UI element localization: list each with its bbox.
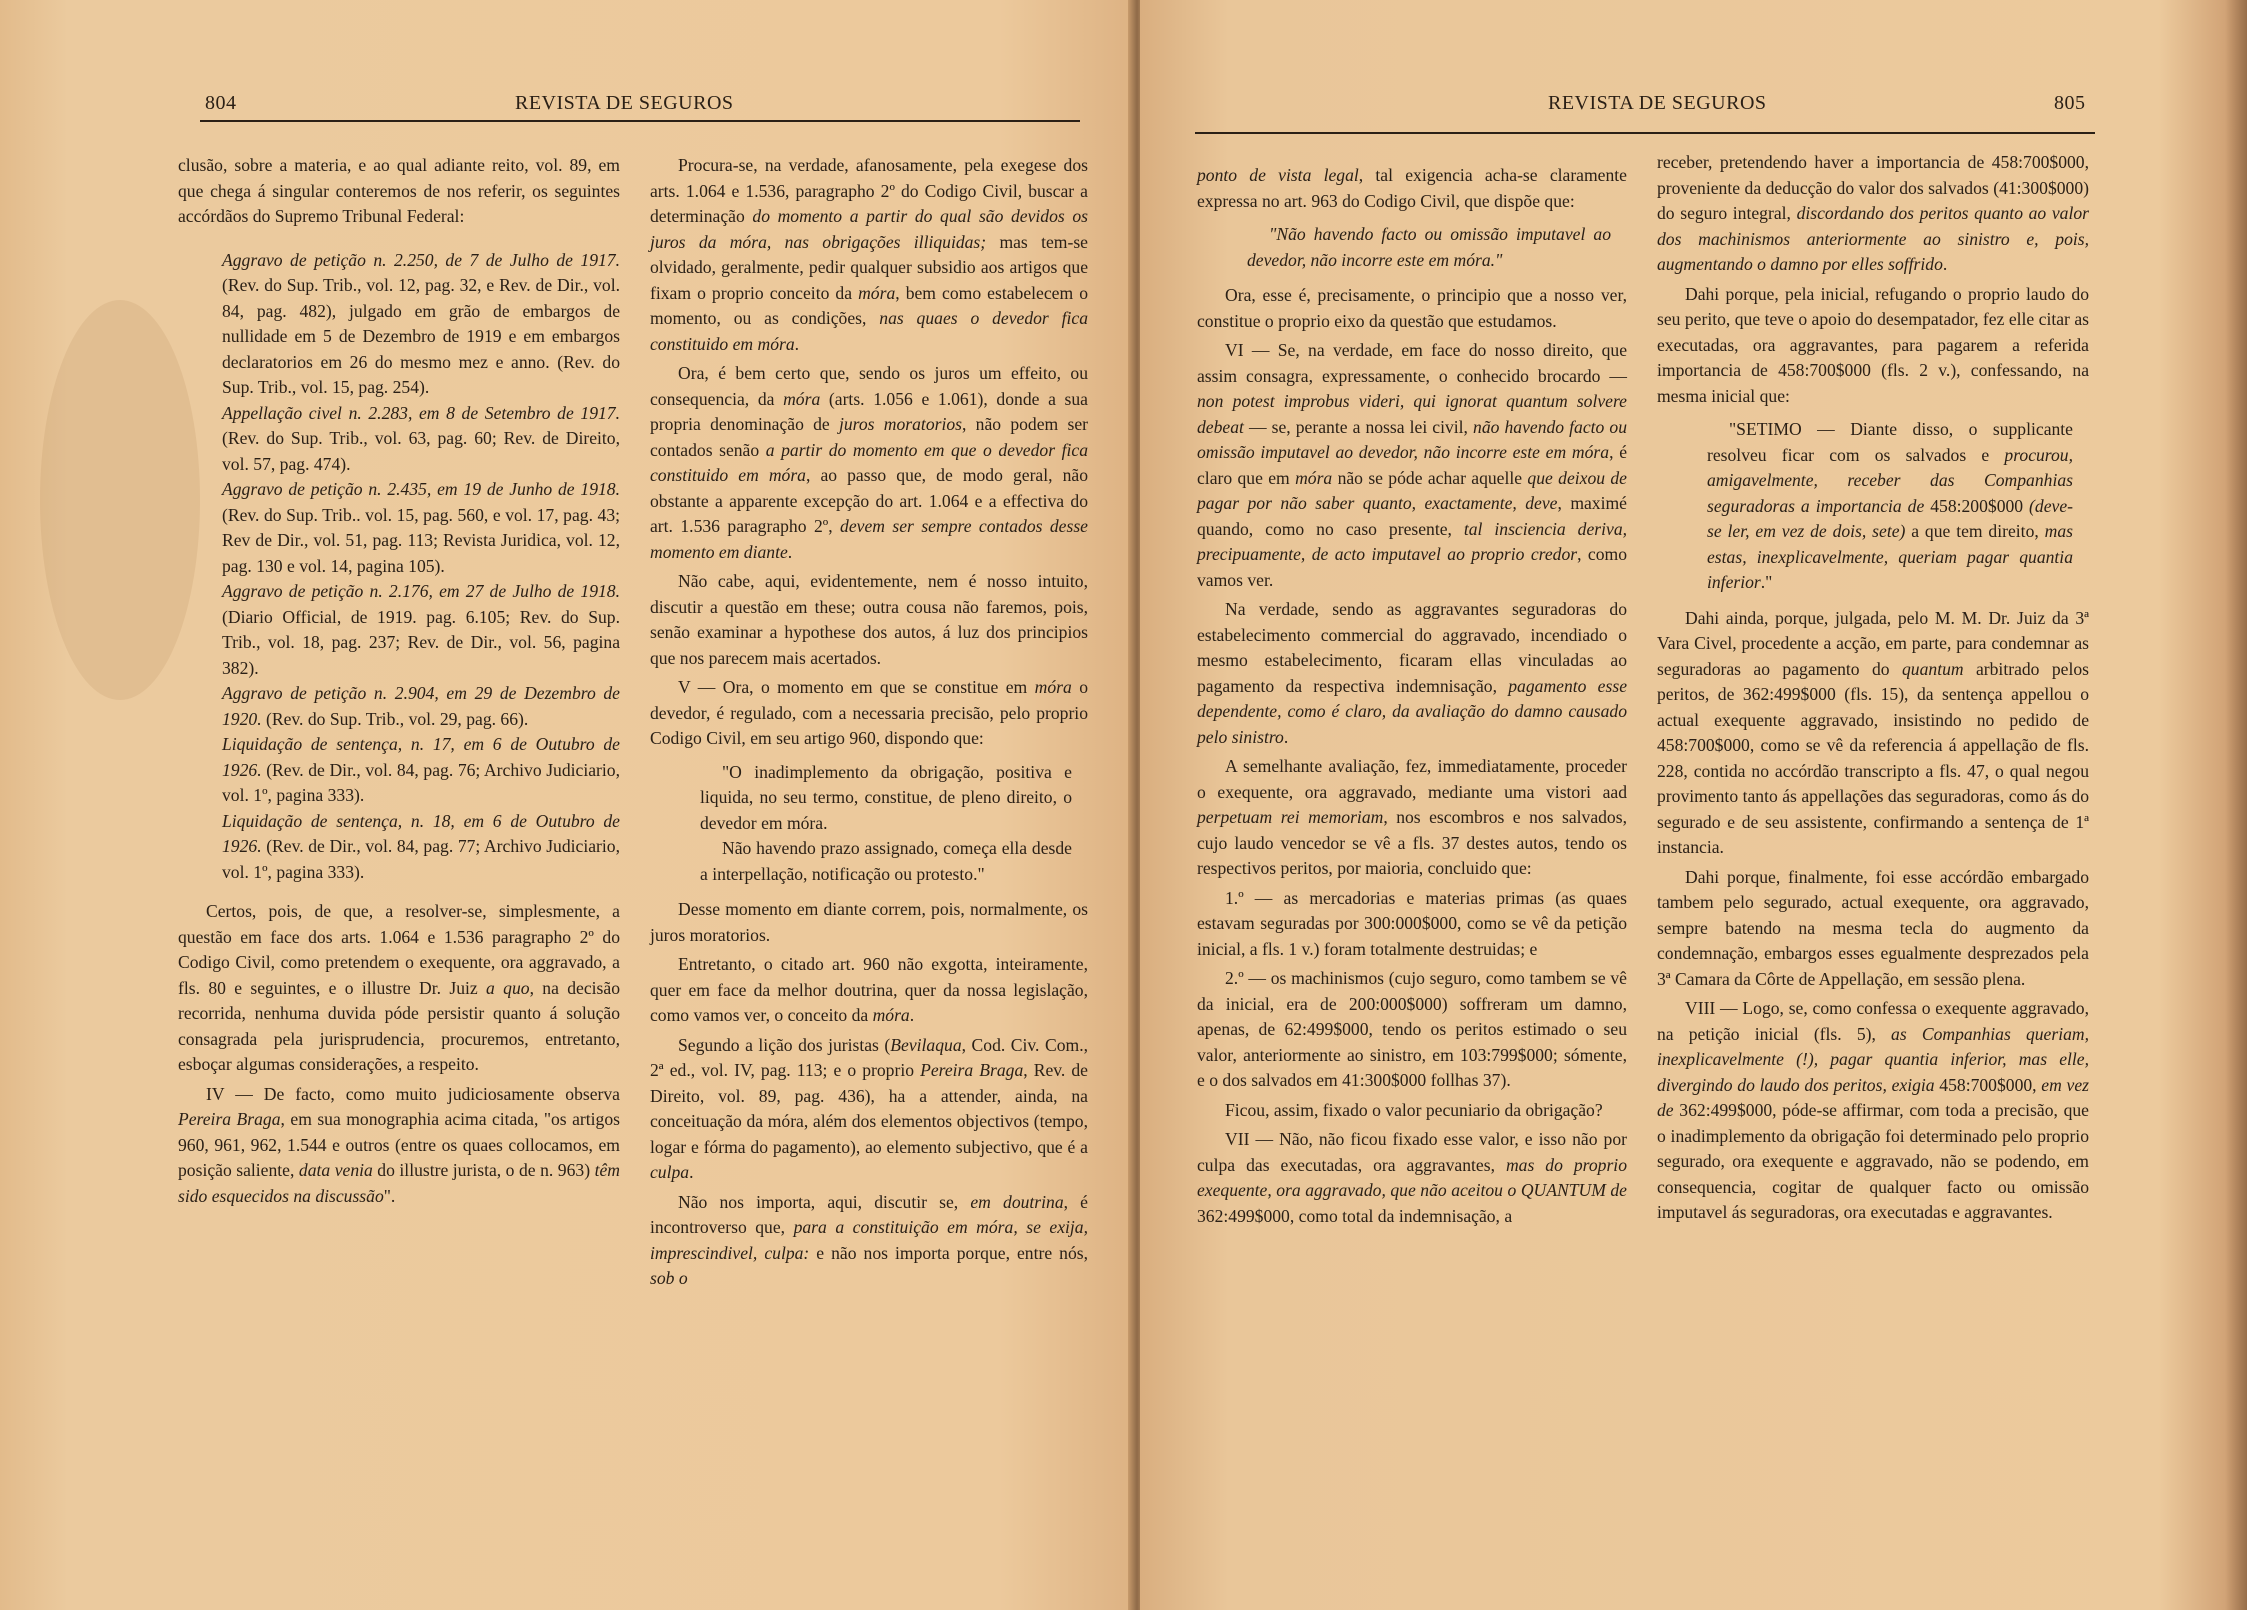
citation: Appellação civel n. 2.283, em 8 de Setembro de 1917. (Rev. do Sup. Trib., vol. 63, pag. 60; Rev. de Direito, vol. 57, pag. 474). — [222, 402, 620, 474]
header-rule — [200, 120, 1080, 122]
left-column-2 — [650, 153, 1088, 1296]
paragraph: Ora, esse é, precisamente, o principio que a nosso ver, constitue o proprio eixo da questão que estudamos. — [1197, 285, 1627, 331]
paragraph: A semelhante avaliação, fez, immediatamente, proceder o exequente, ora aggravado, mediante uma vistori aad perpetuam rei memoriam, nos escombros e nos salvados, cujo laudo vencedor se vê a fls. 37 destes autos, tendo os respectivos peritos, por maioria, concluido que: — [1197, 756, 1627, 878]
paragraph: Entretanto, o citado art. 960 não exgotta, inteiramente, quer em face da melhor doutrina, quer da nossa legislação, como vamos ver, o conceito da móra. — [650, 954, 1088, 1025]
paragraph: Dahi porque, pela inicial, refugando o proprio laudo do seu perito, que teve o apoio do desempatador, fez elle citar as executadas, ora aggravantes, para pagarem a referida importancia de 458:700$000 (fls. 2 v.), confessando, na mesma inicial que: — [1657, 283, 2089, 406]
paragraph: ponto de vista legal, tal exigencia acha-se claramente expressa no art. 963 do Codigo Civil, que dispõe que: — [1197, 165, 1627, 211]
left-column-1 — [178, 153, 620, 1213]
paragraph: receber, pretendendo haver a importancia de 458:700$000, proveniente da deducção do valor dos salvados (41:300$000) do seguro integral, discordando dos peritos quanto ao valor dos machinismos anteriormente ao sinistro e, pois, augmentando o damno por elles soffrido. — [1657, 152, 2089, 274]
paragraph: Desse momento em diante correm, pois, normalmente, os juros moratorios. — [650, 899, 1088, 945]
paragraph: Ficou, assim, fixado o valor pecuniario da obrigação? — [1225, 1099, 1603, 1120]
list-item: 1.º — as mercadorias e materias primas (as quaes estavam seguradas por 300:000$000, como se vê da petição inicial, a fls. 1 v.) foram totalmente destruidas; e — [1197, 887, 1627, 959]
block-quote: "SETIMO — Diante disso, o supplicante resolveu ficar com os salvados e procurou, amigavelmente, receber das Companhias seguradoras a importancia de 458:200$000 (deve-se ler, em vez de dois, sete) a que tem direito, mas estas, inexplicavelmente, queriam pagar quantia inferior." — [1707, 419, 2073, 592]
paragraph: Segundo a lição dos juristas (Bevilaqua, Cod. Civ. Com., 2ª ed., vol. IV, pag. 113; e o proprio Pereira Braga, Rev. de Direito, vol. 89, pag. 436), ha a attender, ainda, na conceituação da móra, além dos elementos objectivos (tempo, logar e fórma do pagamento), ao elemento subjectivo, que é a culpa. — [650, 1034, 1088, 1182]
right-column-1 — [1197, 163, 1627, 1233]
paragraph: IV — De facto, como muito judiciosamente observa Pereira Braga, em sua monographia acima citada, "os artigos 960, 961, 962, 1.544 e outros (entre os quaes collocamos, em posição saliente, data venia do illustre jurista, o de n. 963) têm sido esquecidos na discussão". — [178, 1083, 620, 1206]
block-quote: "O inadimplemento da obrigação, positiva e liquida, no seu termo, constitue, de pleno direito, o devedor em móra. Não havendo prazo assignado, começa ella desde a interpellação, notificação ou protesto." — [700, 761, 1072, 884]
paragraph: VII — Não, não ficou fixado esse valor, e isso não por culpa das executadas, ora aggravantes, mas do proprio exequente, ora aggravado, que não aceitou o QUANTUM de 362:499$000, como total da indemnisação, a — [1197, 1129, 1627, 1226]
paragraph: Dahi porque, finalmente, foi esse accórdão embargado tambem pelo segurado, actual exequente, ora aggravado, sempre batendo na mesma tecla do augmento da condemnação, embargos esses egualmente desprezados pela 3ª Camara da Côrte de Appellação, em sessão plena. — [1657, 866, 2089, 989]
paragraph: VI — Se, na verdade, em face do nosso direito, que assim consagra, expressamente, o conhecido brocardo — non potest improbus videri, qui ignorat quantum solvere debeat — se, perante a nossa lei civil, não havendo facto ou omissão imputavel ao devedor, não incorre este em móra, é claro que em móra não se póde achar aquelle que deixou de pagar por não saber quanto, exactamente, deve, maximé quando, como no caso presente, tal insciencia deriva, precipuamente, de acto imputavel ao proprio credor, como vamos ver. — [1197, 340, 1628, 590]
citation: Aggravo de petição n. 2.435, em 19 de Junho de 1918. (Rev. do Sup. Trib.. vol. 15, pag. 560, e vol. 17, pag. 43; Rev de Dir., vol. 51, pag. 113; Revista Juridica, vol. 12, pag. 130 e vol. 14, pagina 105). — [222, 479, 620, 576]
paragraph: Não nos importa, aqui, discutir se, em doutrina, é incontroverso que, para a constituição em móra, se exija, imprescindivel, culpa: e não nos importa porque, entre nós, sob o — [650, 1191, 1089, 1288]
citation: Aggravo de petição n. 2.250, de 7 de Julho de 1917. (Rev. do Sup. Trib., vol. 12, pag. 32, e Rev. de Dir., vol. 84, pag. 482), julgado em grão de embargos de nullidade em 5 de Dezembro de 1919 e em embargos declaratorios em 26 do mesmo mez e anno. (Rev. do Sup. Trib., vol. 15, pag. 254). — [222, 249, 620, 397]
paragraph: Não cabe, aqui, evidentemente, nem é nosso intuito, discutir a questão em these; outra cousa não faremos, pois, senão examinar a hypothese dos autos, á luz dos principios que nos parecem mais acertados. — [650, 571, 1088, 668]
right-column-2 — [1657, 150, 2089, 1230]
citation: Aggravo de petição n. 2.904, em 29 de Dezembro de 1920. (Rev. do Sup. Trib., vol. 29, pag. 66). — [222, 683, 620, 729]
block-quote: "Não havendo facto ou omissão imputavel ao devedor, não incorre este em móra." — [1247, 224, 1611, 270]
page-number: 805 — [2054, 92, 2086, 114]
paragraph: Dahi ainda, porque, julgada, pelo M. M. Dr. Juiz da 3ª Vara Civel, procedente a acção, em parte, para condemnar as seguradoras ao pagamento do quantum arbitrado pelos peritos, de 362:499$000 (fls. 15), da sentença appellou o actual exequente aggravado, insistindo no pedido de 458:700$000, como se vê da referencia á appellação de fls. 228, contida no accórdão transcripto a fls. 47, o qual negou provimento tanto ás appellações das seguradoras, como ás do segurado e de seu assistente, confirmando a sentença de 1ª instancia. — [1657, 607, 2090, 857]
header-rule — [1195, 132, 2095, 134]
paragraph: Certos, pois, de que, a resolver-se, simplesmente, a questão em face dos arts. 1.064 e 1.536 paragrapho 2º do Codigo Civil, como pretendem o exequente, ora aggravado, a fls. 80 e seguintes, e o illustre Dr. Juiz a quo, na decisão recorrida, nenhuma duvida póde persistir quanto á solução consagrada pela jurisprudencia, procuremos, entretanto, esboçar algumas considerações, a respeito. — [178, 901, 620, 1074]
list-item: 2.º — os machinismos (cujo seguro, como tambem se vê da inicial, era de 200:000$000) soffreram um damno, apenas, de 62:499$000, tendo os peritos estimado o seu valor, anteriormente ao sinistro, em 103:799$000; sómente, e o dos salvados em 41:300$000 follhas 37). — [1197, 968, 1627, 1090]
paragraph: Ora, é bem certo que, sendo os juros um effeito, ou consequencia, da móra (arts. 1.056 e 1.061), donde a sua propria denominação de juros moratorios, não podem ser contados senão a partir do momento em que o devedor fica constituido em móra, ao passo que, de modo geral, não obstante a apparente excepção do art. 1.064 e a effectiva do art. 1.536 paragrapho 2º, devem ser sempre contados desse momento em diante. — [650, 363, 1088, 562]
page-number: 804 — [205, 92, 237, 114]
paragraph: VIII — Logo, se, como confessa o exequente aggravado, na petição inicial (fls. 5), as Companhias queriam, inexplicavelmente (!), pagar quantia inferior, mas elle, divergindo do laudo dos peritos, exigia 458:700$000, em vez de 362:499$000, póde-se affirmar, com toda a precisão, que o inadimplemento da obrigação foi determinado pelo proprio segurado, ora exequente e aggravado, não se podendo, em consequencia, cogitar de qualquer facto ou omissão imputavel ás seguradoras, ora executadas e aggravantes. — [1657, 998, 2090, 1222]
paragraph: clusão, sobre a materia, e ao qual adiante reito, vol. 89, em que chega á singular conteremos de nos referir, os seguintes accórdãos do Supremo Tribunal Federal: — [178, 155, 620, 226]
running-head: REVISTA DE SEGUROS — [515, 92, 734, 114]
paragraph: Procura-se, na verdade, afanosamente, pela exegese dos arts. 1.064 e 1.536, paragrapho 2º do Codigo Civil, buscar a determinação do momento a partir do qual são devidos os juros da móra, nas obrigações illiquidas; mas tem-se olvidado, geralmente, pedir qualquer subsidio aos artigos que fixam o proprio conceito da móra, bem como estabelecem o momento, ou as condições, nas quaes o devedor fica constituido em móra. — [650, 155, 1089, 354]
citation: Aggravo de petição n. 2.176, em 27 de Julho de 1918. (Diario Official, de 1919. pag. 6.105; Rev. do Sup. Trib., vol. 18, pag. 237; Rev. de Dir., vol. 56, pagina 382). — [222, 581, 620, 678]
paragraph: V — Ora, o momento em que se constitue em móra o devedor, é regulado, com a necessaria precisão, pelo proprio Codigo Civil, em seu artigo 960, dispondo que: — [650, 677, 1088, 748]
citation: Liquidação de sentença, n. 17, em 6 de Outubro de 1926. (Rev. de Dir., vol. 84, pag. 76; Archivo Judiciario, vol. 1º, pagina 333). — [222, 734, 620, 805]
page-edge-shadow — [2225, 0, 2247, 1610]
paragraph: Na verdade, sendo as aggravantes seguradoras do estabelecimento commercial do aggravado, incendiado o mesmo estabelecimento, ficaram ellas vinculadas ao pagamento da respectiva indemnisação, pagamento esse dependente, como é claro, da avaliação do damno causado pelo sinistro. — [1197, 599, 1627, 747]
right-page — [1140, 0, 2247, 1610]
citation: Liquidação de sentença, n. 18, em 6 de Outubro de 1926. (Rev. de Dir., vol. 84, pag. 77; Archivo Judiciario, vol. 1º, pagina 333). — [222, 810, 620, 882]
running-head: REVISTA DE SEGUROS — [1548, 92, 1767, 114]
paper-stain — [40, 300, 200, 700]
